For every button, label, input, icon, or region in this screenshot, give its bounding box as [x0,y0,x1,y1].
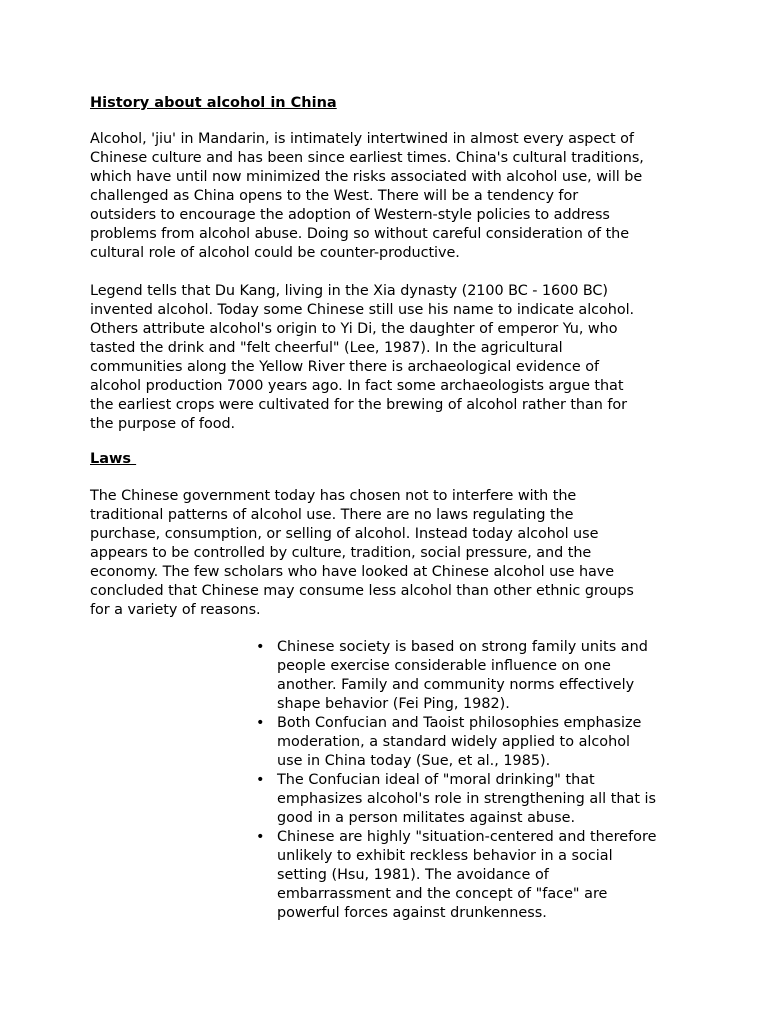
text-line: which have until now minimized the risks associated with alcohol use, will be [90,169,643,185]
list-item [256,771,696,828]
text-line: appears to be controlled by culture, tradition, social pressure, and the [90,545,592,561]
text-line: Chinese culture and has been since earliest times. China's cultural traditions, [90,150,644,166]
text-line: people exercise considerable influence on one [277,658,611,674]
text-line: embarrassment and the concept of "face" are [277,886,608,902]
paragraph-laws [90,487,690,620]
text-line: The Chinese government today has chosen not to interfere with the [90,488,577,504]
text-line: the earliest crops were cultivated for the brewing of alcohol rather than for [90,397,628,413]
list-item [256,828,696,923]
paragraph-intro [90,130,690,263]
bullet-icon: • [256,639,265,655]
text-line: powerful forces against drunkenness. [277,905,547,921]
text-line: cultural role of alcohol could be counter-productive. [90,245,460,261]
text-line: purchase, consumption, or selling of alcohol. Instead today alcohol use [90,526,599,542]
text-line: shape behavior (Fei Ping, 1982). [277,696,510,712]
text-line: invented alcohol. Today some Chinese still use his name to indicate alcohol. [90,302,635,318]
text-line: setting (Hsu, 1981). The avoidance of [277,867,549,883]
list-item [256,638,696,714]
text-line: Legend tells that Du Kang, living in the Xia dynasty (2100 BC - 1600 BC) [90,283,608,299]
reasons-bullet-list [256,638,696,923]
list-item [256,714,696,771]
text-line: concluded that Chinese may consume less alcohol than other ethnic groups [90,583,634,599]
text-line: problems from alcohol abuse. Doing so without careful consideration of the [90,226,630,242]
text-line: alcohol production 7000 years ago. In fact some archaeologists argue that [90,378,624,394]
text-line: Others attribute alcohol's origin to Yi Di, the daughter of emperor Yu, who [90,321,618,337]
text-line: economy. The few scholars who have looked at Chinese alcohol use have [90,564,615,580]
text-line: challenged as China opens to the West. There will be a tendency for [90,188,579,204]
text-line: tasted the drink and "felt cheerful" (Lee, 1987). In the agricultural [90,340,563,356]
text-line: for a variety of reasons. [90,602,261,618]
text-line: Alcohol, 'jiu' in Mandarin, is intimately intertwined in almost every aspect of [90,131,634,147]
page-title: History about alcohol in China [90,95,337,111]
text-line: outsiders to encourage the adoption of Western-style policies to address [90,207,610,223]
text-line: the purpose of food. [90,416,236,432]
text-line: unlikely to exhibit reckless behavior in a social [277,848,613,864]
text-line: Both Confucian and Taoist philosophies emphasize [277,715,642,731]
text-line: moderation, a standard widely applied to alcohol [277,734,631,750]
text-line: good in a person militates against abuse. [277,810,576,826]
bullet-icon: • [256,772,265,788]
text-line: traditional patterns of alcohol use. There are no laws regulating the [90,507,574,523]
text-line: The Confucian ideal of "moral drinking" that [277,772,595,788]
text-line: emphasizes alcohol's role in strengthening all that is [277,791,657,807]
bullet-icon: • [256,829,265,845]
text-line: use in China today (Sue, et al., 1985). [277,753,551,769]
paragraph-legend [90,282,690,434]
text-line: Chinese are highly "situation-centered and therefore [277,829,657,845]
text-line: another. Family and community norms effectively [277,677,635,693]
bullet-icon: • [256,715,265,731]
text-line: communities along the Yellow River there is archaeological evidence of [90,359,600,375]
laws-heading: Laws [90,451,137,467]
text-line: Chinese society is based on strong family units and [277,639,648,655]
